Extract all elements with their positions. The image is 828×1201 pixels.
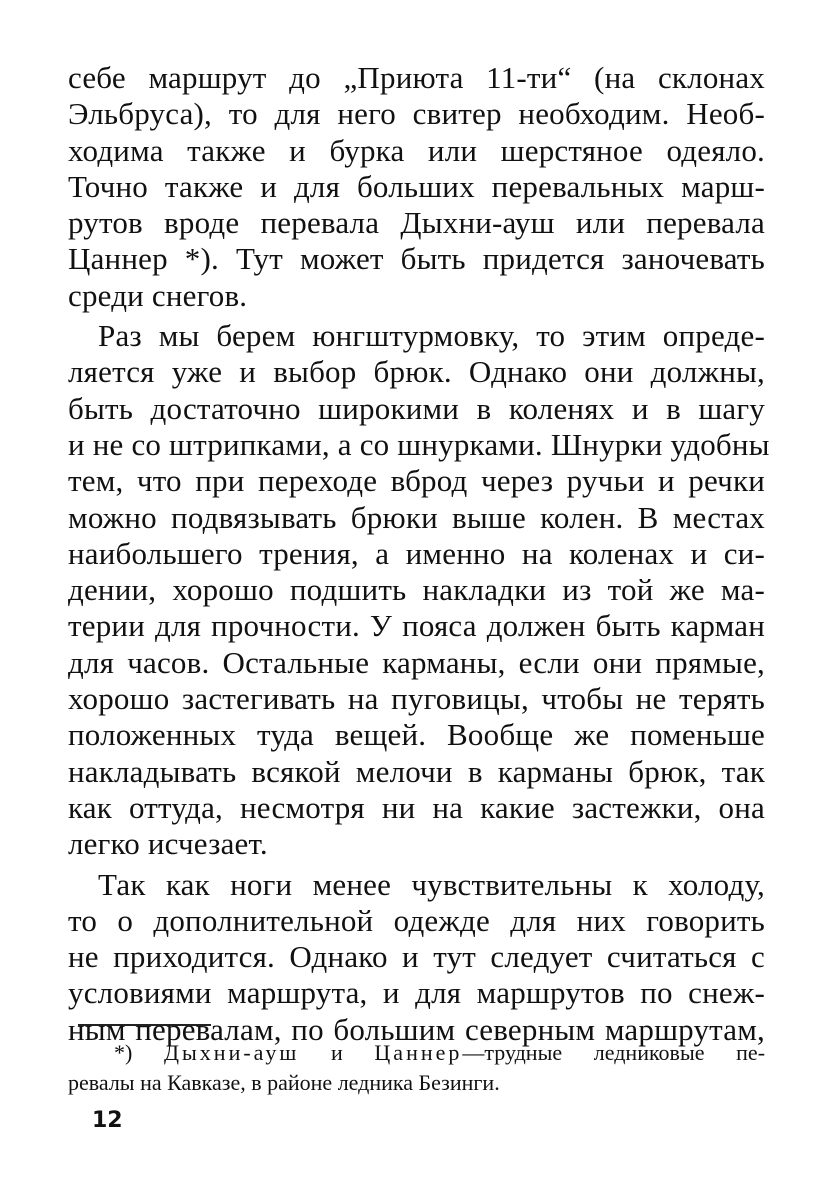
text-line: Раз мы берем юнгштурмовку, то этим опреде- [98,318,765,354]
text-line: то о дополнительной одежде для них говорить [68,902,765,938]
text-line: ходима также и бурка или шерстяное одеяло. [68,132,765,168]
text-line: легко исчезает. [68,826,268,862]
footnote-conjunction: и [330,1040,343,1065]
page-number: 12 [92,1108,123,1133]
text-line: положенных туда вещей. Вообще же поменьше [68,717,765,753]
body-text [68,60,770,1048]
footnote-term: Цаннер [374,1040,463,1065]
text-line: рутов вроде перевала Дыхни-ауш или перевала [68,205,765,241]
footnote-divider [78,1024,211,1026]
footnote-line [68,1038,765,1068]
text-line: не приходится. Однако и тут следует считаться с [68,939,765,975]
text-line: условиями маршрута, и для маршрутов по снеж- [68,975,765,1011]
text-line: Эльбруса), то для него свитер необходим. Необ- [68,96,765,132]
text-line: хорошо застегивать на пуговицы, чтобы не терять [68,681,765,717]
paragraph-1 [68,60,765,314]
text-line: как оттуда, несмотря ни на какие застежки, она [68,789,765,825]
text-line: ным перевалам, по большим северным маршрутам, [68,1011,765,1047]
footnote-text: —трудные ледниковые пе- [462,1040,766,1065]
footnote [68,1038,765,1098]
text-line: Точно также и для больших перевальных марш- [68,168,765,204]
text-line: ляется уже и выбор брюк. Однако они должны, [68,354,765,390]
text-line: дении, хорошо подшить накладки из той же ма- [68,572,765,608]
text-line: для часов. Остальные карманы, если они прямые, [68,644,765,680]
text-line: наибольшего трения, а именно на коленах и си- [68,535,765,571]
footnote-line: ревалы на Кавказе, в районе ледника Безинги. [68,1070,500,1095]
text-line: быть достаточно широкими в коленях и в шагу [68,390,765,426]
text-line: накладывать всякой мелочи в карманы брюк, так [68,753,765,789]
paragraph-3 [68,867,765,1048]
text-line: тем, что при переходе вброд через ручьи и речки [68,463,765,499]
text-line: можно подвязывать брюки выше колен. В местах [68,499,765,535]
paragraph-2 [68,318,770,862]
text-line: Цаннер *). Тут может быть придется заночевать [68,241,765,277]
footnote-term: Дыхни-ауш [164,1040,300,1065]
text-line: себе маршрут до „Приюта 11-ти“ (на склонах [68,60,765,95]
footnote-marker: *) [114,1040,133,1065]
text-line: терии для прочности. У пояса должен быть карман [68,608,765,644]
text-line: среди снегов. [68,277,248,313]
text-line: и не со штрипками, а со шнурками. Шнурки удобны [68,426,770,462]
text-line: Так как ноги менее чувствительны к холоду, [98,866,765,902]
